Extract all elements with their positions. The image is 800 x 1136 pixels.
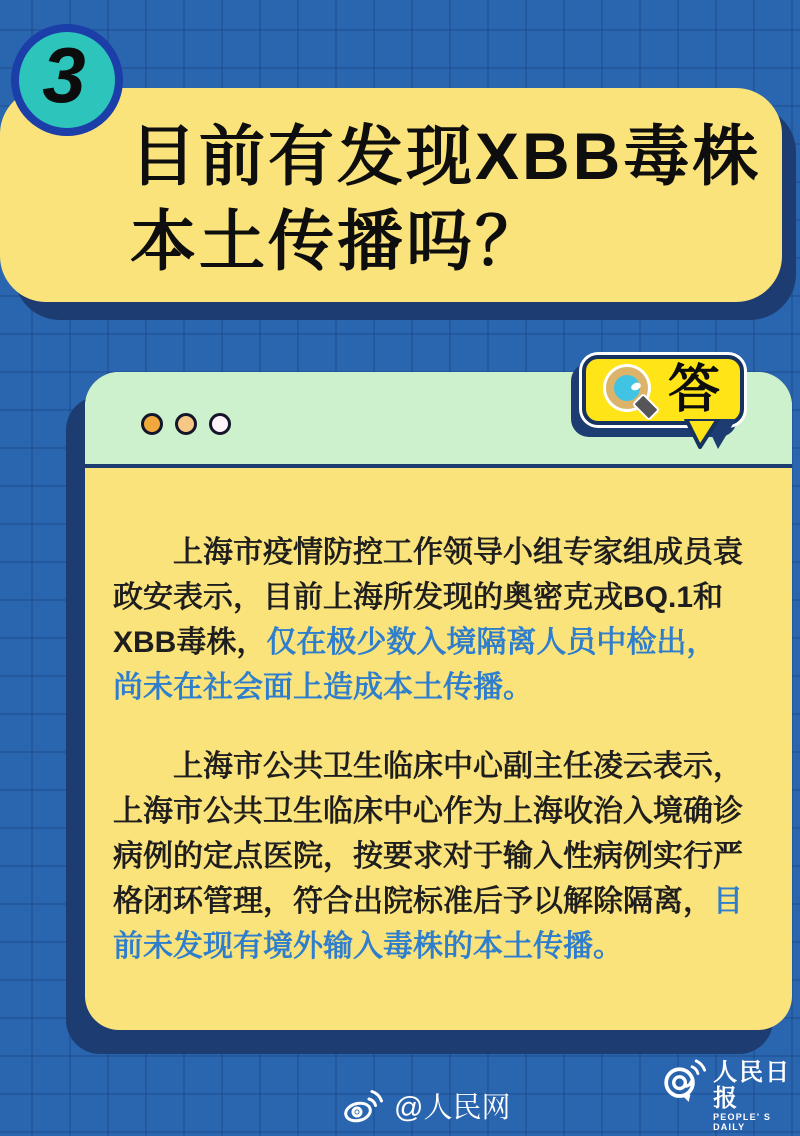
answer-card [85,372,792,1030]
window-dot-icon [209,413,231,435]
window-dots [141,413,231,435]
brand-tagline: PEOPLE' S DAILY [713,1112,772,1132]
question-number: 3 [42,30,86,119]
weibo-icon [342,1088,384,1124]
question-title-line2: 本土传播吗？ [130,204,544,278]
paragraph-1-text: 上海市疫情防控工作领导小组专家组成员袁政安表示，目前上海所发现的奥密克戎BQ.1和XBB毒株， [113,536,743,659]
window-dot-icon [141,413,163,435]
speech-tail-icon [678,419,738,455]
at-megaphone-icon [662,1054,707,1108]
magnifier-glint [630,381,642,392]
question-number-badge [11,24,123,136]
answer-badge-label: 答 [667,361,720,419]
paragraph-2 [113,744,746,969]
magnifier-icon [606,367,652,413]
peoples-daily-logo [662,1054,800,1132]
weibo-handle: @人民网 [394,1092,511,1124]
brand-name: 人民日报 [713,1059,792,1112]
weibo-credit [342,1085,510,1126]
paragraph-1-highlight: 仅在极少数入境隔离人员中检出，尚未在社会面上造成本土传播。 [113,626,717,704]
peoples-daily-text [713,1060,800,1132]
paragraph-2-highlight: 目前未发现有境外输入毒株的本土传播。 [113,885,743,963]
answer-body [85,468,792,969]
answer-badge [582,355,744,425]
paragraph-1 [113,530,746,710]
question-card [0,88,782,302]
paragraph-2-text: 上海市公共卫生临床中心副主任凌云表示，上海市公共卫生临床中心作为上海收治入境确诊病例的定点医院，按要求对于输入性病例实行严格闭环管理，符合出院标准后予以解除隔离， [113,750,743,918]
window-dot-icon [175,413,197,435]
question-title-line1: 目前有发现XBB毒株 [130,119,762,193]
